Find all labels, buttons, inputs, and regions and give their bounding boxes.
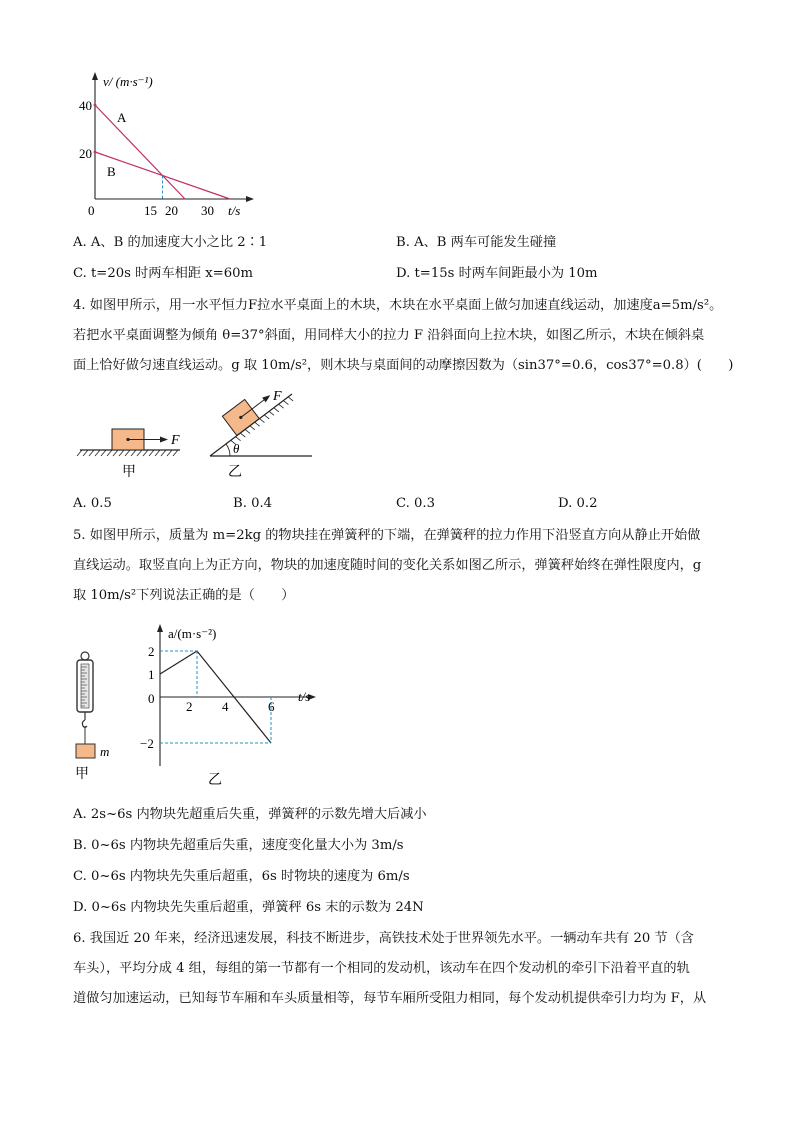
q4-force-label-incline: F [273,389,282,404]
at-xtick-6: 6 [268,699,275,714]
q4-option-d[interactable]: D. 0.2 [558,496,598,511]
vt-xtick-15: 15 [144,203,157,218]
vt-graph [70,66,270,226]
q6-line-1: 6. 我国近 20 年来，经济迅速发展，科技不断进步，高铁技术处于世界领先水平。一辆动车共有 20 节（含 [73,931,694,946]
at-ytick-neg2: −2 [140,736,154,751]
vt-line-a-label: A [117,110,127,125]
vt-series-start-a [94,104,97,107]
q3-option-a[interactable]: A. A、B 的加速度大小之比 2∶1 [73,235,268,250]
vt-xtick-30: 30 [201,203,214,218]
at-xlabel: t/s [298,689,311,704]
spring-scale-figure [66,648,126,783]
q5-mass-label: m [100,744,110,759]
vt-ytick-20: 20 [79,146,92,161]
q3-option-d[interactable]: D. t=15s 时两车间距最小为 10m [396,266,598,281]
q5-line-1: 5. 如图甲所示，质量为 m=2kg 的物块挂在弹簧秤的下端，在弹簧秤的拉力作用下沿竖直方向从静止开始做 [73,528,701,543]
q4-option-a[interactable]: A. 0.5 [73,496,112,511]
vt-ytick-40: 40 [79,98,92,113]
q4-option-c[interactable]: C. 0.3 [396,496,435,511]
q3-option-c[interactable]: C. t=20s 时两车相距 x=60m [73,266,253,281]
at-ytick-1: 1 [148,667,155,682]
vt-xlabel: t/s [228,203,241,218]
q4-jia-label: 甲 [122,465,136,480]
q5-option-b[interactable]: B. 0~6s 内物块先超重后失重，速度变化量大小为 3m/s [73,838,404,853]
at-ylabel: a/(m·s⁻²) [168,626,217,641]
at-y-arrow [157,624,163,632]
at-xtick-2: 2 [186,699,193,714]
vt-series-line-a [95,105,185,199]
vt-series-start-b [94,151,97,154]
q4-option-b[interactable]: B. 0.4 [233,496,273,511]
q5-line-3: 取 10m/s²下列说法正确的是（ ） [73,588,295,603]
q3-option-b[interactable]: B. A、B 两车可能发生碰撞 [396,235,557,250]
q5-option-c[interactable]: C. 0~6s 内物块先失重后超重，6s 时物块的速度为 6m/s [73,869,410,884]
vt-xtick-20: 20 [165,203,178,218]
q6-line-2: 车头），平均分成 4 组，每组的第一节都有一个相同的发动机，该动车在四个发动机的牵引下沿着平直的轨 [73,961,690,976]
q4-line-2: 若把水平桌面调整为倾角 θ=37°斜面，用同样大小的拉力 F 沿斜面向上拉木块，如图乙所示，木块在倾斜桌 [73,328,705,343]
at-graph [140,618,340,790]
q4-yi-label: 乙 [228,465,242,480]
at-origin: 0 [148,691,155,706]
at-ytick-2: 2 [148,644,155,659]
q4-line-3: 面上恰好做匀速直线运动。g 取 10m/s²，则木块与桌面间的动摩擦因数为（sin37°=0.6，cos37°=0.8）( ) [73,358,734,373]
vt-line-b-label: B [107,164,116,179]
q5-mass-block [76,744,95,758]
q4-force-label-horizontal: F [171,433,180,448]
q4-line-1: 4. 如图甲所示，用一水平恒力F拉水平桌面上的木块，木块在水平桌面上做匀加速直线运动，加速度a=5m/s²。 [73,298,723,313]
q5-option-a[interactable]: A. 2s~6s 内物块先超重后失重，弹簧秤的示数先增大后减小 [73,807,427,822]
q5-yi-label: 乙 [208,773,222,788]
at-xtick-4: 4 [222,699,229,714]
q5-jia-label: 甲 [75,767,89,782]
q6-line-3: 道做匀加速运动，已知每节车厢和车头质量相等，每节车厢所受阻力相同，每个发动机提供牵引力均为 F，从 [73,991,707,1006]
q5-option-d[interactable]: D. 0~6s 内物块先失重后超重，弹簧秤 6s 末的示数为 24N [73,900,424,915]
q4-figure [70,384,330,486]
vt-y-arrow [92,72,98,80]
q5-line-2: 直线运动。取竖直向上为正方向，物块的加速度随时间的变化关系如图乙所示，弹簧秤始终在弹性限度内，g [73,558,702,573]
vt-origin: 0 [88,203,95,218]
q4-theta-label: θ [233,441,240,456]
vt-x-arrow [246,196,254,202]
vt-ylabel: v/ (m·s⁻¹) [103,74,153,89]
